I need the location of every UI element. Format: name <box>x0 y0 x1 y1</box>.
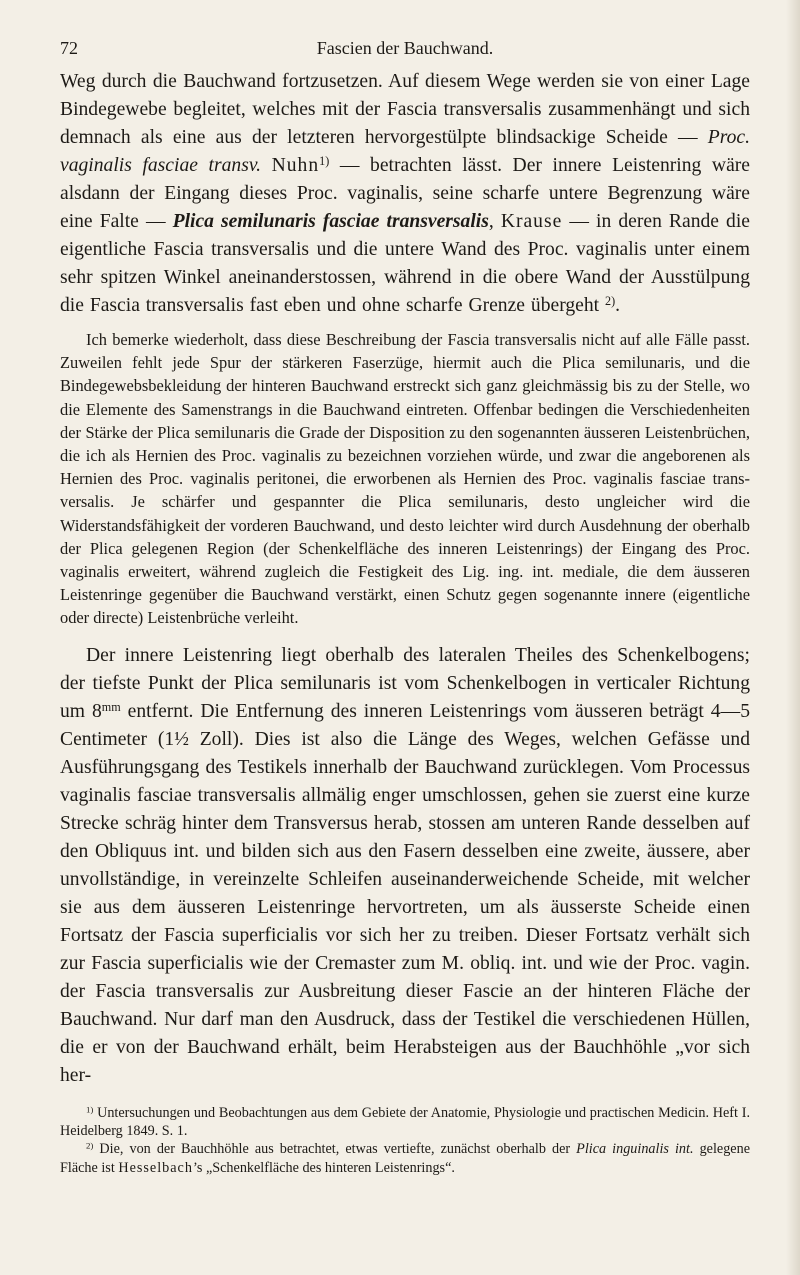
paragraph-1 <box>60 68 750 320</box>
footnote-ref-2: 2) <box>605 293 616 308</box>
text-run: entfernt. Die Entfernung des inneren Leistenrings vom äusseren beträgt 4—5 Centimeter (1½ Zoll). Dies ist also die Länge des Weges, welchen Gefässe und Ausführungsgang des Testikels innerhalb der Bauchwand zurücklegen. Vom Processus vaginalis fasciae transversalis allmälig enger umschlossen, gehen sie zuerst eine kurze Strecke schräg hinter dem Transversus herab, stossen am unteren Rande desselben auf den Obliquus int. und bilden sich aus den Fasern desselben eine zweite, äussere, aber unvollständige, in vereinzelte Schleifen auseinanderweichende Scheide, mit welcher sie aus dem äusseren Leistenringe hervortreten, um als äusserste Scheide einen Fortsatz der Fascia superficialis vor sich her zu treiben. Dieser Fortsatz verhält sich zur Fascia superficialis wie der Cremaster zum M. obliq. int. und wie der Proc. vagin. der Fascia transversalis zur Ausbreitung dieser Fascie an der hinteren Fläche der Bauchwand. Nur darf man den Ausdruck, dass der Testikel die verschiedenen Hüllen, die er von der Bauchwand erhält, beim Herabsteigen aus der Bauchhöhle „vor sich her- <box>60 700 750 1086</box>
footnote-ref-1: 1) <box>319 153 330 168</box>
text-run <box>261 155 272 176</box>
italic-term: Proc. vaginalis fasciae transv. <box>60 127 750 176</box>
running-header <box>60 38 750 68</box>
page-edge-shadow <box>786 0 800 1275</box>
footnote-text: Die, von der Bauchhöhle aus betrachtet, etwas vertiefte, zunächst oberhalb der <box>93 1141 577 1158</box>
text-run: Der innere Leistenring liegt oberhalb des lateralen Theiles des Schenkelbogens; der tiefste Punkt der Plica semilunaris ist vom Schenkelbogen in verticaler Richtung um 8 <box>60 644 750 722</box>
author-name: Hesselbach <box>118 1159 193 1176</box>
text-run: Weg durch die Bauchwand fortzusetzen. Auf diesem Wege werden sie von einer Lage Bindegewebe begleitet, welches mit der Fascia transversalis zusammenhängt und sich demnach als eine aus der letzteren hervorgestülpte blindsackige Scheide — <box>60 71 750 148</box>
footnote-1 <box>60 1104 750 1141</box>
text-run: — betrachten lässt. Der innere Leistenring wäre alsdann der Eingang dieses Proc. vaginalis, seine scharfe untere Begrenzung wäre eine Falte — <box>60 155 750 232</box>
paragraph-3 <box>60 642 750 1090</box>
author-name: Nuhn <box>271 155 320 176</box>
footnote-2 <box>60 1140 750 1177</box>
running-title: Fascien der Bauchwand. <box>316 38 494 58</box>
book-page <box>60 38 750 1177</box>
page-number: 72 <box>60 38 78 58</box>
footnote-mark: 1) <box>86 1104 94 1115</box>
footnotes <box>60 1104 750 1178</box>
paragraph-2: Ich bemerke wiederholt, dass diese Beschreibung der Fascia transversalis nicht auf alle Fälle passt. Zuweilen fehlt jede Spur der stärkeren Faserzüge, hiermit auch die Plica semilunaris, und die Bindegewebsbekleidung der hinteren Bauchwand erstreckt sich ganz gleichmässig bis zu der Stelle, wo die Elemente des Samenstrangs in die Bauchwand eintreten. Offenbar bedingen die Verschiedenheiten der Stärke der Plica semilunaris die Grade der Disposition zu den sogenannten äusseren Leistenbrüchen, die ich als Hernien des Proc. vaginalis zu bezeichnen vorziehen würde, und zwar die angeborenen als Hernien des Proc. vaginalis peritonei, die erworbenen als Hernien des Proc. vaginalis fasciae transversalis. Je schärfer und gespannter die Plica semilunaris, desto ungleicher wird die Widerstandsfähigkeit der vorderen Bauchwand, und desto leichter wird durch Ausdehnung der oberhalb der Plica gelegenen Region (der Schenkelfläche des inneren Leistenrings) der Eingang des Proc. vaginalis erweitert, während zugleich die Festigkeit des Lig. ing. int. mediale, die dem äusseren Leistenringe gegenüber die Bauchwand verstärkt, einen Schutz gegen sogenannte innere (eigentliche oder directe) Leistenbrüche verleiht. <box>60 330 750 628</box>
author-name: Krause <box>500 211 563 232</box>
italic-term: Plica inguinalis int. <box>576 1141 694 1158</box>
unit-mm: mm <box>101 699 121 714</box>
text-run: . <box>615 295 621 316</box>
footnote-text: gelegene Fläche ist <box>60 1141 750 1176</box>
italic-term: Plica semilunaris fasciae transversalis <box>172 211 489 232</box>
footnote-text: Untersuchungen und Beobachtungen aus dem Gebiete der Anatomie, Physiologie und practischen Medicin. Heft I. Heidelberg 1849. S. 1. <box>60 1104 750 1140</box>
footnote-mark: 2) <box>86 1141 94 1152</box>
footnote-text: ’s „Schenkelfläche des hinteren Leistenrings“. <box>192 1159 455 1176</box>
text-run: , <box>488 211 501 232</box>
text-run: — in deren Rande die eigentliche Fascia transversalis und die untere Wand des Proc. vaginalis unter einem sehr spitzen Winkel aneinanderstossen, während in die obere Wand der Ausstülpung die Fascia transversalis fast eben und ohne scharfe Grenze übergeht <box>60 211 750 316</box>
